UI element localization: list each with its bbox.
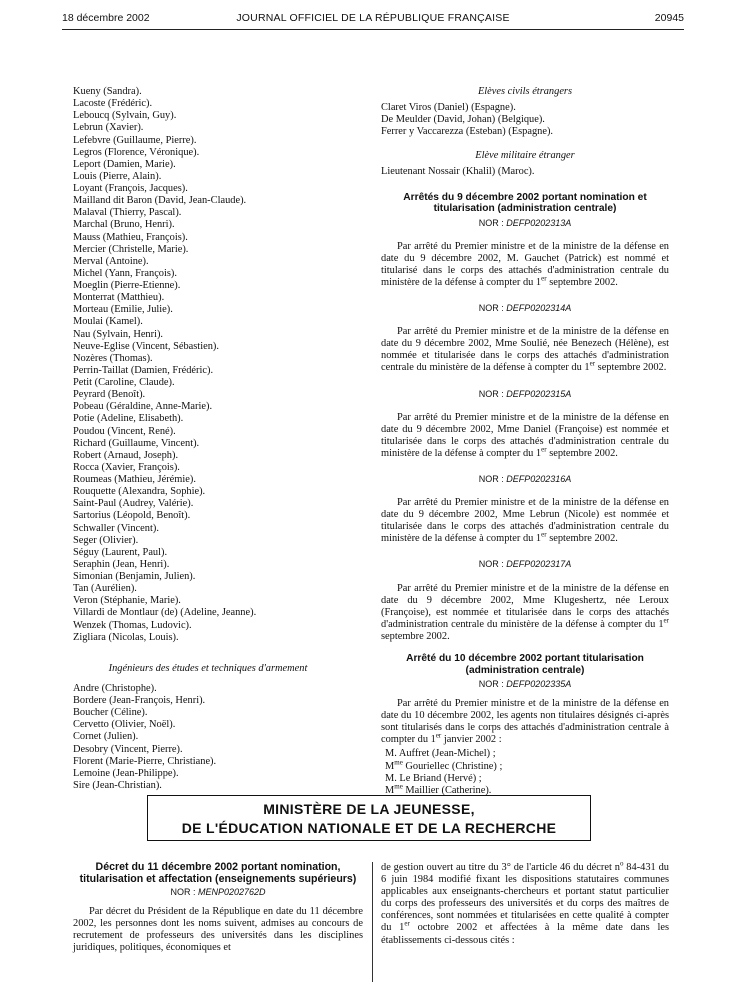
name-entry: Leport (Damien, Marie).	[73, 158, 176, 170]
name-entry: Villardi de Montlaur (de) (Adeline, Jeanne).	[73, 607, 257, 619]
eleve-militaire-list	[381, 166, 669, 178]
arrete-paragraph: Par arrêté du Premier ministre et de la ministre de la défense en date du 9 décembre 2002, Mme Daniel (Françoise) est nommée et titularisée dans le corps des attachés d'administration centrale du ministère de la défense à compter du 1er septembre 2002.	[381, 411, 669, 459]
name-entry: Ferrer y Vaccarezza (Esteban) (Espagne).	[381, 126, 554, 138]
name-entry: Sartorius (Léopold, Benoît).	[73, 510, 191, 522]
arretes-9-items	[381, 217, 669, 643]
name-entry: M. Auffret (Jean-Michel) ;	[385, 748, 496, 760]
arrete-paragraph: Par arrêté du Premier ministre et de la ministre de la défense en date du 9 décembre 2002, Mme Lebrun (Nicole) est nommée et titularisée dans le corps des attachés d'administration centrale du ministère de la défense à compter du 1er septembre 2002.	[381, 497, 669, 545]
name-entry: Mailland dit Baron (David, Jean-Claude).	[73, 195, 247, 207]
name-entry: Perrin-Taillat (Damien, Frédéric).	[73, 364, 214, 376]
eleves-civils-list	[381, 102, 669, 138]
name-entry: Desobry (Vincent, Pierre).	[73, 743, 183, 755]
name-entry: Cervetto (Olivier, Noël).	[73, 719, 176, 731]
header-journal-title: JOURNAL OFFICIEL DE LA RÉPUBLIQUE FRANÇAISE	[236, 12, 510, 24]
arrete-10-name-list	[381, 748, 669, 796]
name-entry: Potie (Adeline, Elisabeth).	[73, 413, 184, 425]
page-header	[62, 6, 684, 26]
name-entry: Louis (Pierre, Alain).	[73, 170, 162, 182]
name-entry: Wenzek (Thomas, Ludovic).	[73, 619, 192, 631]
name-entry: Florent (Marie-Pierre, Christiane).	[73, 755, 217, 767]
arrete-10-text: Par arrêté du Premier ministre et de la ministre de la défense en date du 10 décembre 2002, les agents non titulaires désignés ci-après sont titularisés dans le corps des attachés d'administration centrale à compter du 1er janvier 2002 :	[381, 698, 669, 746]
name-entry: Neuve-Eglise (Vincent, Sébastien).	[73, 340, 219, 352]
arrete-paragraph: Par arrêté du Premier ministre et de la ministre de la défense en date du 9 décembre 2002, M. Gauchet (Patrick) est nommé et titularisé dans le corps des attachés d'administration centrale du ministère de la défense à compter du 1er septembre 2002.	[381, 240, 669, 288]
name-entry: Sire (Jean-Christian).	[73, 779, 162, 791]
name-entry: Loyant (François, Jacques).	[73, 183, 188, 194]
ingenieurs-heading: Ingénieurs des études et techniques d'armement	[108, 662, 308, 674]
name-entry: Claret Viros (Daniel) (Espagne).	[381, 102, 516, 114]
name-entry: Moulai (Kamel).	[73, 316, 143, 328]
eleve-militaire-heading: Elève militaire étranger	[475, 150, 575, 162]
name-entry: Malaval (Thierry, Pascal).	[73, 207, 182, 219]
name-entry: Petit (Caroline, Claude).	[73, 377, 175, 388]
name-entry: Boucher (Céline).	[73, 707, 148, 719]
arrete-paragraph: Par arrêté du Premier ministre et de la ministre de la défense en date du 9 décembre 2002, Mme Klugeshertz, née Leroux (Françoise), est nommée et titularisée dans le corps des attachés d'administration centrale du ministère de la défense à compter du 1er septembre 2002.	[381, 582, 669, 642]
ministry-line-2: DE L'ÉDUCATION NATIONALE ET DE LA RECHERCHE	[181, 820, 557, 836]
decret-right-column	[381, 859, 670, 947]
name-entry: $M^{me}$ Gouriellec (Christine) ;	[385, 758, 503, 772]
header-rule	[62, 29, 684, 30]
decret-left-column	[73, 862, 363, 954]
ministry-line-1: MINISTÈRE DE LA JEUNESSE,	[263, 801, 475, 817]
decret-title: Décret du 11 décembre 2002 portant nomination, titularisation et affectation (enseignements supérieurs)	[79, 861, 357, 885]
header-date: 18 décembre 2002	[62, 12, 150, 24]
name-entry: Pobeau (Géraldine, Anne-Marie).	[73, 401, 213, 413]
name-entry: Peyrard (Benoît).	[73, 389, 146, 401]
name-entry: Robert (Arnaud, Joseph).	[73, 449, 179, 461]
name-entry: Veron (Stéphanie, Marie).	[73, 595, 181, 607]
name-entry: Lebrun (Xavier).	[73, 122, 144, 134]
name-entry: Seraphin (Jean, Henri).	[73, 558, 170, 570]
name-entry: Schwaller (Vincent).	[73, 522, 159, 534]
name-entry: $M^{me}$ Maillier (Catherine).	[385, 782, 492, 796]
arrete-nor: NOR : DEFP0202313A	[478, 217, 572, 228]
column-divider	[372, 862, 373, 982]
name-entry: Simonian (Benjamin, Julien).	[73, 571, 196, 582]
name-entry: Cornet (Julien).	[73, 731, 139, 743]
name-entry: Tan (Aurélien).	[73, 583, 137, 595]
name-entry: Nau (Sylvain, Henri).	[73, 328, 164, 340]
name-entry: Seger (Olivier).	[73, 534, 139, 546]
name-entry: Lieutenant Nossair (Khalil) (Maroc).	[381, 166, 535, 178]
decret-nor: NOR : MENP0202762D	[170, 887, 266, 897]
arrete-nor: NOR : DEFP0202315A	[478, 388, 572, 399]
ingenieurs-name-list	[73, 683, 363, 792]
name-entry: Merval (Antoine).	[73, 255, 149, 267]
name-entry: Mercier (Christelle, Marie).	[73, 243, 189, 255]
name-entry: Monterrat (Matthieu).	[73, 292, 165, 304]
name-entry: Marchal (Bruno, Henri).	[73, 219, 175, 231]
name-entry: Nozères (Thomas).	[73, 352, 153, 364]
name-entry: Kueny (Sandra).	[73, 86, 142, 97]
arretes-9-title: Arrêtés du 9 décembre 2002 portant nomination et titularisation (administration centrale)	[403, 191, 647, 215]
name-entry: Legros (Florence, Véronique).	[73, 146, 200, 158]
name-entry: Lemoine (Jean-Philippe).	[73, 767, 179, 779]
name-entry: Leboucq (Sylvain, Guy).	[73, 110, 177, 122]
name-entry: Lacoste (Frédéric).	[73, 98, 153, 110]
arrete-10-nor: NOR : DEFP0202335A	[478, 679, 572, 689]
name-entry: Richard (Guillaume, Vincent).	[73, 437, 200, 449]
name-entry: Zigliara (Nicolas, Louis).	[73, 631, 179, 643]
name-entry: Morteau (Emilie, Julie).	[73, 304, 173, 316]
arrete-paragraph: Par arrêté du Premier ministre et de la ministre de la défense en date du 9 décembre 2002, Mme Soulié, née Benezech (Hélène), est nommée et titularisée dans le corps des attachés d'administration centrale du ministère de la défense à compter du 1er septembre 2002.	[381, 326, 669, 374]
name-entry: Bordere (Jean-François, Henri).	[73, 695, 206, 706]
arrete-nor: NOR : DEFP0202316A	[478, 473, 572, 484]
name-entry: Séguy (Laurent, Paul).	[73, 546, 168, 558]
name-entry: De Meulder (David, Johan) (Belgique).	[381, 114, 545, 126]
left-column	[73, 86, 363, 792]
eleves-civils-heading: Elèves civils étrangers	[477, 86, 573, 97]
name-entry: Andre (Christophe).	[73, 682, 157, 694]
arrete-nor: NOR : DEFP0202317A	[478, 559, 572, 570]
arrete-10-title: Arrêté du 10 décembre 2002 portant titularisation (administration centrale)	[406, 653, 644, 676]
arrete-nor: NOR : DEFP0202314A	[478, 303, 572, 314]
name-entry: Poudou (Vincent, René).	[73, 425, 176, 437]
header-page-number: 20945	[654, 12, 684, 24]
decret-text-left: Par décret du Président de la République en date du 11 décembre 2002, les personnes dont les noms suivent, admises au concours de recrutement de professeurs des universités dans les disciplines juridiques, politiques, économiques et	[73, 906, 363, 954]
name-entry: Mauss (Mathieu, François).	[73, 231, 188, 243]
decret-text-right: de gestion ouvert au titre du 3° de l'article 46 du décret $n^o$ 84-431 du 6 juin 1984 modifié fixant les dispositions statutaires communes applicables aux enseignants-chercheurs et portant statut particulier du corps des professeurs des universités et du corps des maîtres de conférences, sont nommées et titularisées en cette qualité à compter du 1er octobre 2002 et affectées à la même date dans les établissements ci-dessous cités :	[381, 859, 670, 946]
name-entry: Saint-Paul (Audrey, Valérie).	[73, 498, 194, 510]
name-entry: M. Le Briand (Hervé) ;	[385, 772, 482, 784]
right-column	[381, 86, 669, 797]
name-entry: Rocca (Xavier, François).	[73, 461, 180, 473]
name-entry: Lefebvre (Guillaume, Pierre).	[73, 134, 197, 146]
ministry-heading-box	[147, 795, 591, 841]
name-entry: Roumeas (Mathieu, Jérémie).	[73, 474, 196, 485]
name-entry: Michel (Yann, François).	[73, 267, 177, 279]
name-entry: Moeglin (Pierre-Etienne).	[73, 280, 181, 291]
promotion-name-list	[73, 86, 363, 644]
name-entry: Rouquette (Alexandra, Sophie).	[73, 486, 206, 498]
